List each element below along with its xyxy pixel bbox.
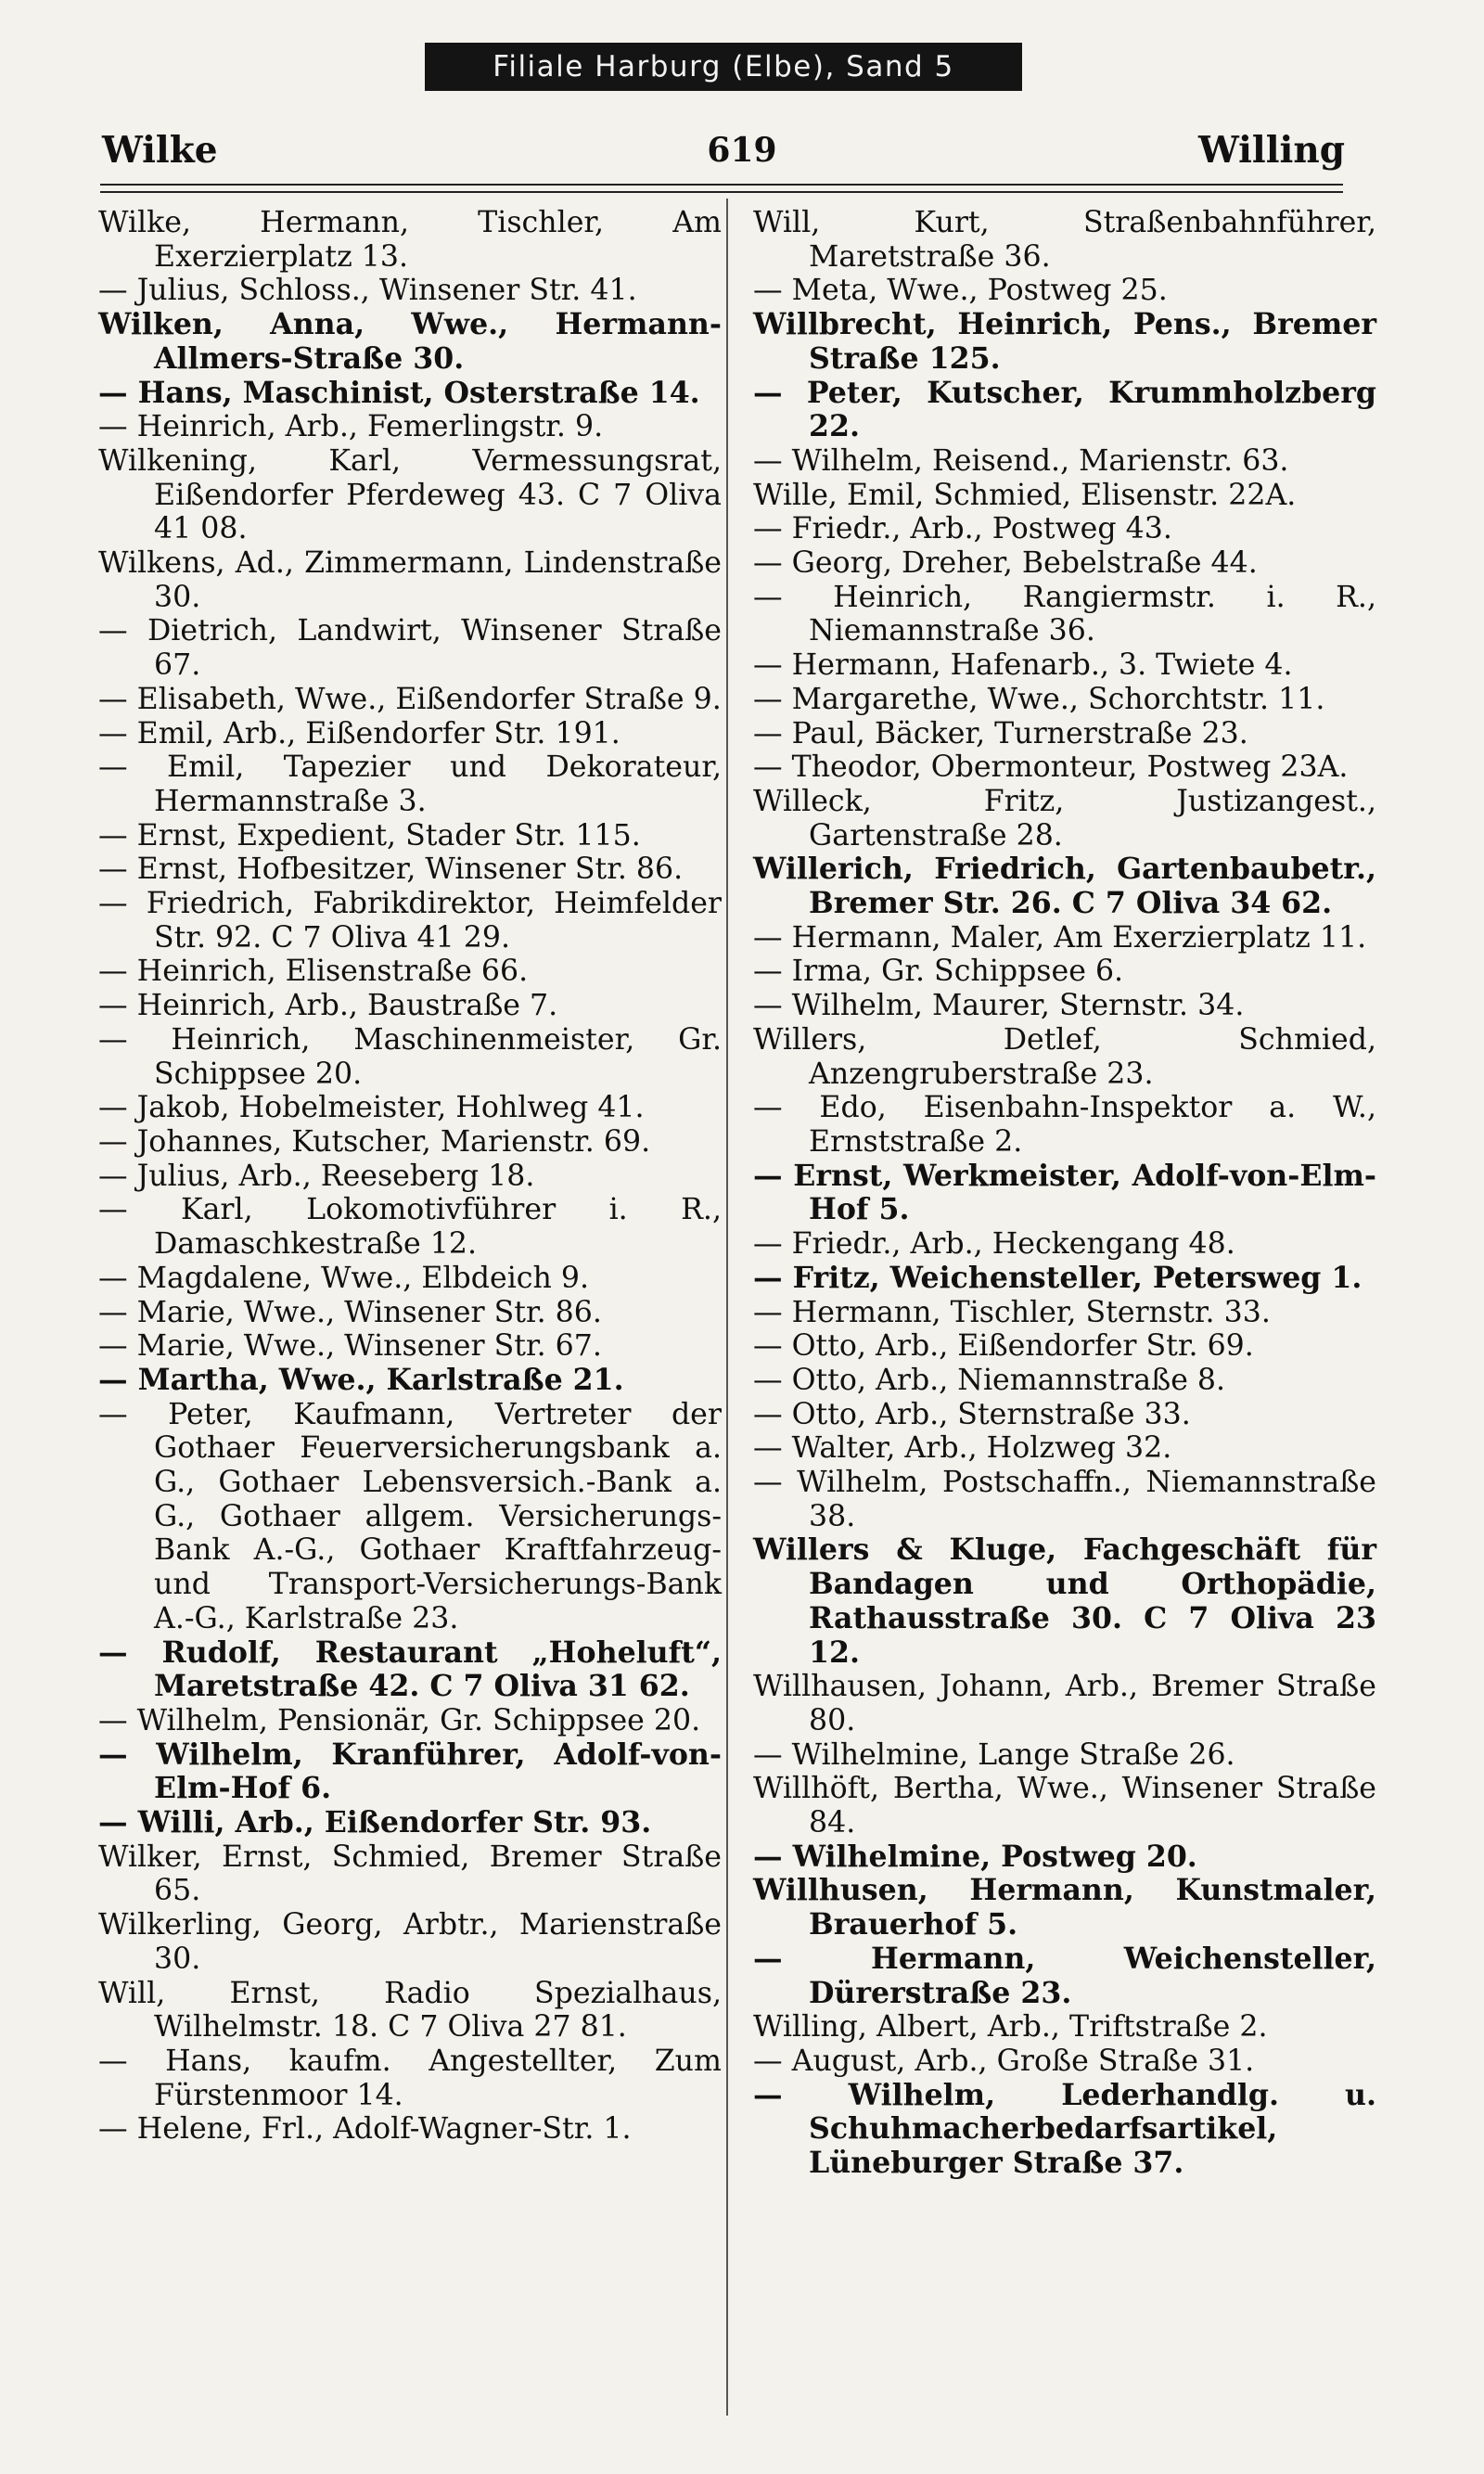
directory-entry: Willers & Kluge, Fachgeschäft für Bandagen und Orthopädie, Rathausstraße 30. C 7 Oliva 23 12. bbox=[753, 1532, 1376, 1670]
directory-entry: Willers, Detlef, Schmied, Anzengruberstraße 23. bbox=[753, 1022, 1376, 1091]
directory-entry: — Marie, Wwe., Winsener Str. 86. bbox=[98, 1295, 602, 1329]
directory-entry: Wilkens, Ad., Zimmermann, Lindenstraße 30. bbox=[98, 546, 722, 614]
directory-entry: — August, Arb., Große Straße 31. bbox=[753, 2044, 1255, 2078]
directory-entry: — Wilhelmine, Postweg 20. bbox=[753, 1839, 1197, 1874]
directory-entry: — Elisabeth, Wwe., Eißendorfer Straße 9. bbox=[98, 682, 722, 716]
directory-entry: — Hans, kaufm. Angestellter, Zum Fürstenmoor 14. bbox=[98, 2044, 722, 2112]
directory-entry: — Wilhelm, Postschaffn., Niemannstraße 38. bbox=[753, 1466, 1376, 1533]
directory-entry: — Walter, Arb., Holzweg 32. bbox=[753, 1431, 1172, 1466]
page-number: 619 bbox=[707, 131, 777, 170]
directory-entry: — Heinrich, Arb., Baustraße 7. bbox=[98, 989, 558, 1023]
directory-entry: Will, Kurt, Straßenbahnführer, Maretstraße 36. bbox=[753, 206, 1376, 274]
directory-entry: — Wilhelmine, Lange Straße 26. bbox=[753, 1737, 1235, 1772]
directory-entry: — Edo, Eisenbahn-Inspektor a. W., Ernststraße 2. bbox=[753, 1091, 1376, 1159]
directory-entry: — Hermann, Weichensteller, Dürerstraße 23. bbox=[753, 1941, 1376, 2010]
directory-entry: — Helene, Frl., Adolf-Wagner-Str. 1. bbox=[98, 2112, 632, 2147]
directory-entry: Wilker, Ernst, Schmied, Bremer Straße 65. bbox=[98, 1839, 722, 1908]
directory-entry: — Ernst, Hofbesitzer, Winsener Str. 86. bbox=[98, 852, 684, 887]
directory-entry: Willerich, Friedrich, Gartenbaubetr., Bremer Str. 26. C 7 Oliva 34 62. bbox=[753, 852, 1376, 921]
directory-entry: — Georg, Dreher, Bebelstraße 44. bbox=[753, 546, 1258, 581]
directory-entry: Willbrecht, Heinrich, Pens., Bremer Straße 125. bbox=[753, 307, 1376, 376]
directory-entry: — Friedrich, Fabrikdirektor, Heimfelder Str. 92. C 7 Oliva 41 29. bbox=[98, 887, 722, 955]
directory-entry: — Jakob, Hobelmeister, Hohlweg 41. bbox=[98, 1091, 645, 1125]
directory-entry: — Irma, Gr. Schippsee 6. bbox=[753, 955, 1124, 989]
directory-entry: — Peter, Kutscher, Krummholzberg 22. bbox=[753, 375, 1376, 444]
directory-entry: — Wilhelm, Pensionär, Gr. Schippsee 20. bbox=[98, 1703, 701, 1737]
directory-entry: — Emil, Arb., Eißendorfer Str. 191. bbox=[98, 716, 620, 750]
directory-entry: — Rudolf, Restaurant „Hoheluft“, Maretstraße 42. C 7 Oliva 31 62. bbox=[98, 1634, 722, 1704]
directory-entry: Will, Ernst, Radio Spezialhaus, Wilhelmstr. 18. C 7 Oliva 27 81. bbox=[98, 1976, 722, 2045]
directory-entry: — Wilhelm, Maurer, Sternstr. 34. bbox=[753, 989, 1245, 1023]
directory-entry: — Ernst, Werkmeister, Adolf-von-Elm-Hof 5. bbox=[753, 1158, 1376, 1227]
directory-entry: Wilkening, Karl, Vermessungsrat, Eißendorfer Pferdeweg 43. C 7 Oliva 41 08. bbox=[98, 443, 722, 546]
directory-entry: — Meta, Wwe., Postweg 25. bbox=[753, 274, 1168, 308]
directory-entry: Willing, Albert, Arb., Triftstraße 2. bbox=[753, 2010, 1268, 2045]
header-rule-top bbox=[100, 184, 1343, 186]
directory-entry: — Wilhelm, Reisend., Marienstr. 63. bbox=[753, 443, 1289, 478]
directory-entry: — Hermann, Maler, Am Exerzierplatz 11. bbox=[753, 920, 1367, 955]
directory-entry: — Willi, Arb., Eißendorfer Str. 93. bbox=[98, 1805, 652, 1840]
directory-entry: Wilken, Anna, Wwe., Hermann-Allmers-Straße 30. bbox=[98, 307, 722, 376]
right-column bbox=[753, 206, 1376, 2181]
directory-entry: — Heinrich, Rangiermstr. i. R., Niemannstraße 36. bbox=[753, 580, 1376, 648]
column-divider bbox=[726, 199, 728, 2416]
directory-entry: — Ernst, Expedient, Stader Str. 115. bbox=[98, 818, 641, 852]
directory-entry: — Otto, Arb., Eißendorfer Str. 69. bbox=[753, 1329, 1254, 1364]
directory-entry: Willhusen, Hermann, Kunstmaler, Brauerhof 5. bbox=[753, 1873, 1376, 1942]
directory-entry: Willhöft, Bertha, Wwe., Winsener Straße 84. bbox=[753, 1772, 1376, 1840]
directory-entry: — Marie, Wwe., Winsener Str. 67. bbox=[98, 1329, 602, 1364]
directory-entry: — Heinrich, Arb., Femerlingstr. 9. bbox=[98, 410, 604, 444]
directory-entry: — Friedr., Arb., Heckengang 48. bbox=[753, 1227, 1235, 1262]
directory-entry: — Julius, Schloss., Winsener Str. 41. bbox=[98, 274, 637, 308]
directory-entry: — Hermann, Tischler, Sternstr. 33. bbox=[753, 1295, 1271, 1329]
running-head-left: Wilke bbox=[102, 129, 218, 172]
office-banner: Filiale Harburg (Elbe), Sand 5 bbox=[425, 43, 1022, 91]
directory-entry: Wille, Emil, Schmied, Elisenstr. 22A. bbox=[753, 478, 1297, 512]
directory-entry: — Emil, Tapezier und Dekorateur, Hermannstraße 3. bbox=[98, 750, 722, 818]
directory-entry: — Otto, Arb., Sternstraße 33. bbox=[753, 1397, 1191, 1431]
directory-entry: — Heinrich, Maschinenmeister, Gr. Schippsee 20. bbox=[98, 1022, 722, 1091]
directory-entry: — Julius, Arb., Reeseberg 18. bbox=[98, 1159, 535, 1193]
header-rule-bottom bbox=[100, 191, 1343, 193]
directory-entry: — Otto, Arb., Niemannstraße 8. bbox=[753, 1363, 1226, 1397]
directory-entry: — Wilhelm, Kranführer, Adolf-von-Elm-Hof 6. bbox=[98, 1737, 722, 1806]
directory-entry: — Magdalene, Wwe., Elbdeich 9. bbox=[98, 1261, 590, 1295]
directory-entry: — Hans, Maschinist, Osterstraße 14. bbox=[98, 375, 700, 410]
directory-entry: — Heinrich, Elisenstraße 66. bbox=[98, 955, 529, 989]
directory-entry: — Paul, Bäcker, Turnerstraße 23. bbox=[753, 716, 1248, 750]
directory-entry: Willeck, Fritz, Justizangest., Gartenstraße 28. bbox=[753, 784, 1376, 852]
directory-entry: Wilke, Hermann, Tischler, Am Exerzierplatz 13. bbox=[98, 206, 722, 274]
directory-entry: — Martha, Wwe., Karlstraße 21. bbox=[98, 1362, 624, 1397]
directory-entry: — Theodor, Obermonteur, Postweg 23A. bbox=[753, 750, 1349, 785]
directory-entry: — Karl, Lokomotivführer i. R., Damaschkestraße 12. bbox=[98, 1193, 722, 1262]
directory-entry: — Wilhelm, Lederhandlg. u. Schuhmacherbedarfsartikel, Lüneburger Straße 37. bbox=[753, 2077, 1376, 2181]
directory-entry: Willhausen, Johann, Arb., Bremer Straße 80. bbox=[753, 1670, 1376, 1737]
directory-entry: — Friedr., Arb., Postweg 43. bbox=[753, 512, 1172, 546]
left-column bbox=[98, 206, 722, 2147]
directory-entry: — Peter, Kaufmann, Vertreter der Gothaer Feuerversicherungsbank a. G., Gothaer Lebensversich.-Bank a. G., Gothaer allgem. Versicherungs-Bank A.-G., Gothaer Kraftfahrzeug- und Transport-Versicherungs-Bank A.-G., Karlstraße 23. bbox=[98, 1397, 722, 1635]
running-head-right: Willing bbox=[1198, 129, 1345, 172]
directory-entry: — Margarethe, Wwe., Schorchtstr. 11. bbox=[753, 682, 1325, 716]
directory-entry: — Dietrich, Landwirt, Winsener Straße 67. bbox=[98, 614, 722, 683]
directory-entry: — Hermann, Hafenarb., 3. Twiete 4. bbox=[753, 648, 1293, 683]
directory-entry: Wilkerling, Georg, Arbtr., Marienstraße 30. bbox=[98, 1908, 722, 1976]
directory-entry: — Fritz, Weichensteller, Petersweg 1. bbox=[753, 1260, 1362, 1295]
directory-entry: — Johannes, Kutscher, Marienstr. 69. bbox=[98, 1124, 651, 1159]
